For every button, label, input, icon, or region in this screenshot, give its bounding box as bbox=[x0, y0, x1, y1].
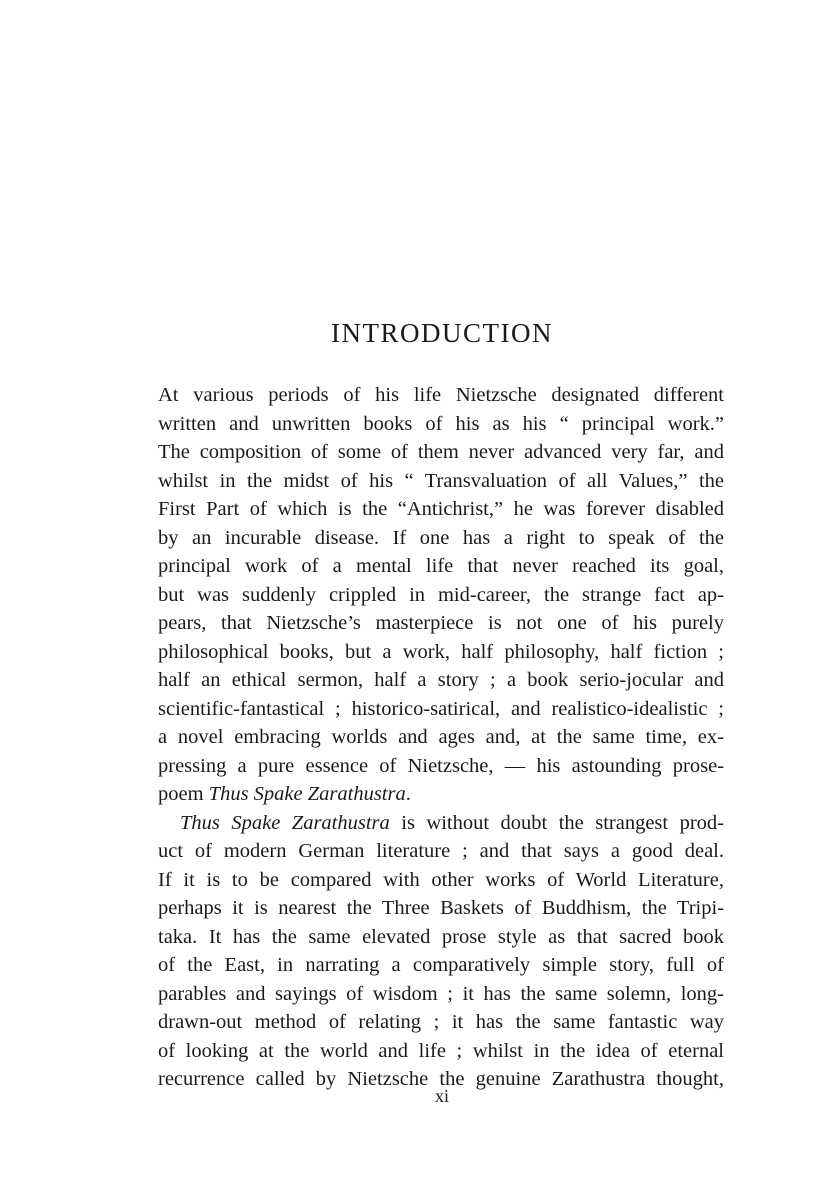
text-line: by an incurable disease. If one has a right to speak of the bbox=[158, 526, 724, 549]
text-line bbox=[158, 809, 724, 838]
book-title-italic: Thus Spake Zarathustra bbox=[180, 811, 390, 834]
text-segment: . bbox=[405, 783, 411, 805]
text-line: If it is to be compared with other works of World Literature, bbox=[158, 868, 724, 891]
text-line: At various periods of his life Nietzsche designated different bbox=[158, 384, 724, 406]
text-line: parables and sayings of wisdom ; it has the same solemn, long- bbox=[158, 982, 724, 1005]
text-line: pressing a pure essence of Nietzsche, — his astounding prose- bbox=[158, 754, 724, 777]
text-line: drawn-out method of relating ; it has the same fantastic way bbox=[158, 1011, 724, 1033]
text-line: The composition of some of them never advanced very far, and bbox=[158, 441, 724, 463]
text-line bbox=[158, 780, 724, 809]
text-line: philosophical books, but a work, half philosophy, half fiction ; bbox=[158, 640, 724, 663]
text-line: half an ethical sermon, half a story ; a book serio-jocular and bbox=[158, 669, 724, 691]
text-line: pears, that Nietzsche’s masterpiece is not one of his purely bbox=[158, 612, 724, 634]
text-line: taka. It has the same elevated prose style as that sacred book bbox=[158, 925, 724, 948]
text-line: perhaps it is nearest the Three Baskets of Buddhism, the Tripi- bbox=[158, 897, 724, 919]
chapter-title: INTRODUCTION bbox=[331, 318, 553, 348]
text-line: but was suddenly crippled in mid-career, the strange fact ap- bbox=[158, 583, 724, 606]
text-line: whilst in the midst of his “ Transvaluation of all Values,” the bbox=[158, 469, 724, 492]
text-line: a novel embracing worlds and ages and, at the same time, ex- bbox=[158, 726, 724, 748]
text-line: of the East, in narrating a comparatively simple story, full of bbox=[158, 954, 724, 976]
text-line: scientific-fantastical ; historico-satirical, and realistico-idealistic ; bbox=[158, 697, 724, 720]
page-number: xi bbox=[434, 1086, 449, 1106]
text-line: First Part of which is the “Antichrist,” he was forever disabled bbox=[158, 498, 724, 520]
text-segment: is without doubt the strangest prod- bbox=[389, 811, 724, 834]
text-line: uct of modern German literature ; and that says a good deal. bbox=[158, 840, 724, 862]
text-line: recurrence called by Nietzsche the genuine Zarathustra thought, bbox=[158, 1068, 724, 1090]
book-title-italic: Thus Spake Zarathustra bbox=[208, 783, 406, 805]
body-text bbox=[158, 381, 724, 1094]
text-line: of looking at the world and life ; whilst in the idea of eternal bbox=[158, 1039, 724, 1062]
text-segment: poem bbox=[158, 783, 209, 805]
text-line: principal work of a mental life that never reached its goal, bbox=[158, 555, 724, 577]
text-line: written and unwritten books of his as his “ principal work.” bbox=[158, 412, 724, 435]
